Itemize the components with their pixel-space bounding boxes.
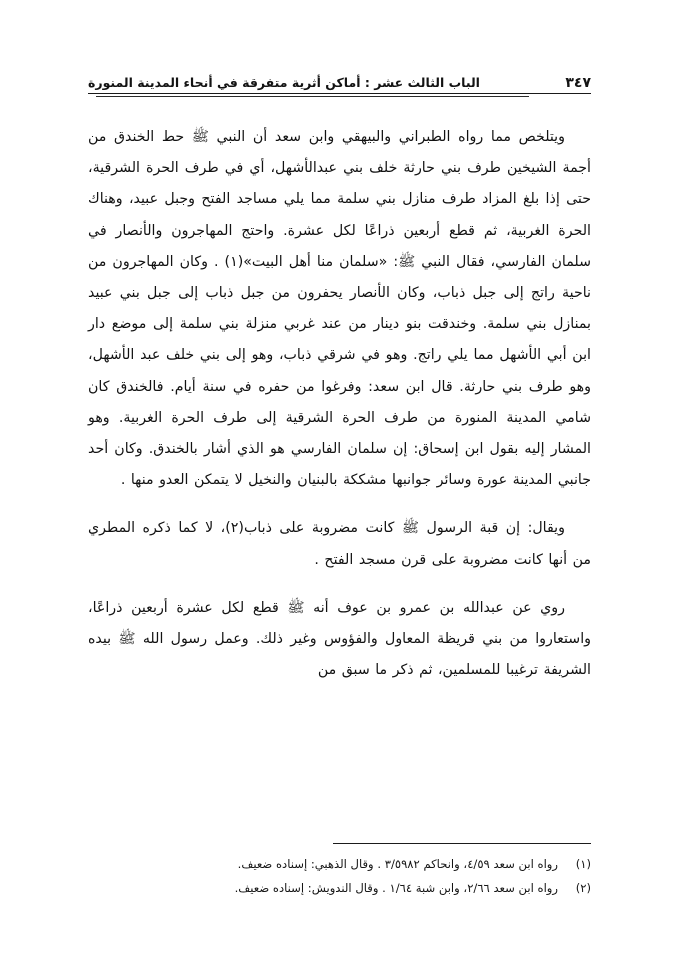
footnote-text: رواه ابن سعد ٤/٥٩، وانحاكم ٣/٥٩٨٢ . وقال الذهبي: إسناده ضعيف. xyxy=(237,857,558,871)
body-text xyxy=(88,122,591,686)
footnote-text: رواه ابن سعد ٢/٦٦، وابن شبة ١/٦٤ . وقال الندويش: إسناده ضعيف. xyxy=(234,881,558,895)
paragraph-2: ويقال: إن قبة الرسول ﷺ كانت مضروبة على ذباب(٢)، لا كما ذكره المطري من أنها كانت مضروبة على قرن مسجد الفتح . xyxy=(88,520,591,568)
footnote-item xyxy=(88,876,591,900)
paragraph-1: ويتلخص مما رواه الطبراني والبيهقي وابن سعد أن النبي ﷺ حط الخندق من أجمة الشيخين طرف بني حارثة خلف بني عبدالأشهل، أي في طرف الحرة الشرقية، حتى إذا بلغ المزاد طرف منازل بني سلمة مما يلي مساجد الفتح وجبل عبيد، وهناك الحرة الغربية، ثم قطع أربعين ذراعًا لكل عشرة. واحتج المهاجرون والأنصار في سلمان الفارسي، فقال النبي ﷺ: «سلمان منا أهل البيت»(١) . وكان المهاجرون من ناحية راتج إلى جبل ذباب، وكان الأنصار يحفرون من جبل ذباب إلى جبل بني عبيد بمنازل بني سلمة. وخندقت بنو دينار من عند غربي منزلة بني سلمة إلى موضع دار ابن أبي الأشهل مما يلي راتج. وهو في شرقي ذباب، وهو إلى بني خلف عبد الأشهل، وهو طرف بني حارثة. قال ابن سعد: وفرغوا من حفره في سنة أيام. فالخندق كان شامي المدينة المنورة من طرف الحرة الشرقية إلى طرف الحرة الغربية. وهو المشار إليه بقول ابن إسحاق: إن سلمان الفارسي هو الذي أشار بالخندق. وكان أحد جانبي المدينة عورة وسائر جوانبها مشككة بالبنيان والنخيل لا يتمكن العدو منها . xyxy=(88,129,592,489)
page-number: ٣٤٧ xyxy=(565,75,591,91)
footnote-marker: (١) xyxy=(575,857,591,871)
paragraph-3: روي عن عبدالله بن عمرو بن عوف أنه ﷺ قطع لكل عشرة أربعين ذراعًا، واستعاروا من بني قريظة المعاول والفؤوس وغير ذلك. وعمل رسول الله ﷺ بيده الشريفة ترغيبا للمسلمين، ثم ذكر ما سبق من xyxy=(88,599,591,679)
header-chapter-title: الباب الثالث عشر : أماكن أثرية متفرقة في أنحاء المدينة المنورة xyxy=(88,74,480,90)
footnote-separator xyxy=(333,843,591,844)
footnote-item xyxy=(88,852,591,876)
footnote-list xyxy=(88,852,591,900)
running-header xyxy=(88,62,591,92)
footnote-marker: (٢) xyxy=(575,881,591,895)
header-divider-rule xyxy=(88,93,591,94)
header-divider-rule-secondary xyxy=(96,96,529,97)
